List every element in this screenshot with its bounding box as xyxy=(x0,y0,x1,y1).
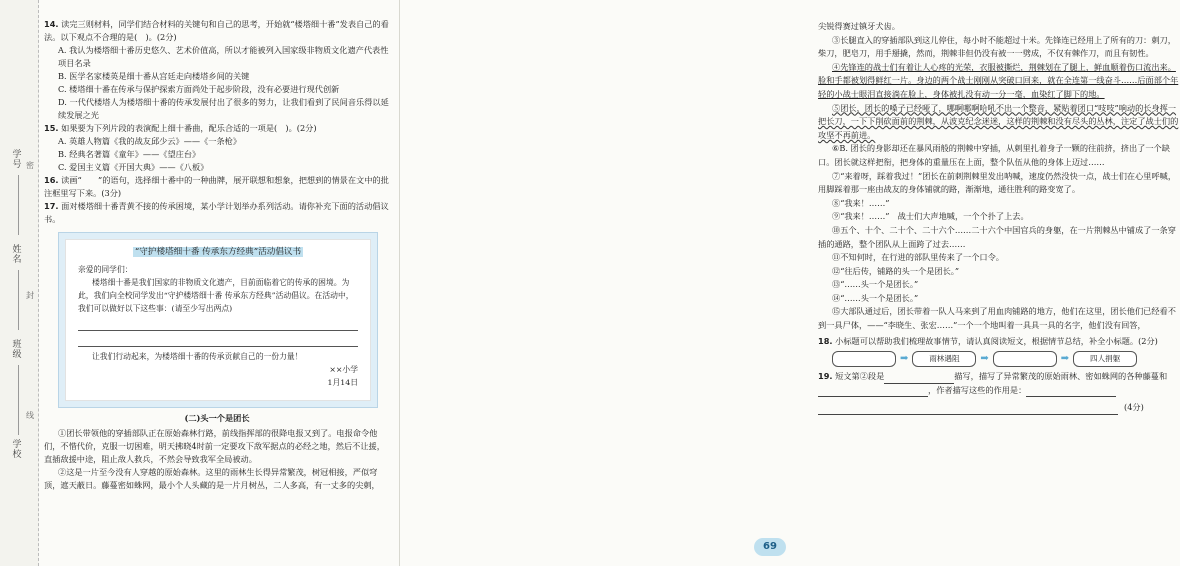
passage-paragraph: ⑨“我来！……” 战士们大声地喊，一个个扑了上去。 xyxy=(832,211,1029,222)
arrow-right-icon: ➡ xyxy=(900,353,909,365)
binding-margin xyxy=(0,0,39,566)
answer-line[interactable] xyxy=(78,334,358,347)
answer-blank[interactable] xyxy=(1026,387,1116,397)
proposal-closing: 让我们行动起来，为楼塔细十番的传承贡献自己的一份力量！ xyxy=(92,352,303,361)
passage-paragraph-wavy: ⑤团长，团长的嗓子已经哑了，哪啊哪啊哈吼不出一个整音，紧贴着团口“吱吱”响动的长身挥一把长刀，一下下削砍面前的荆棘，从波克纪念迷迷，这样的荆棘和没有尽头的丛林，注定了战士们的攻坚不再前进。 xyxy=(818,102,1179,140)
left-page xyxy=(0,0,400,566)
proposal-greeting: 亲爱的同学们： xyxy=(78,265,133,274)
q15-option-c[interactable]: C. 爱国主义篇《开国大典》——《八板》 xyxy=(58,162,209,172)
question-19: 19. 短文第②段是 描写，描写了异常繁茂的原始雨林、密如蛛网的各种藤蔓和 ，作者描写这些的作用是： xyxy=(818,370,1180,397)
q14-option-a[interactable]: A. 我认为楼塔细十番历史悠久、艺术价值高，所以才能被列入国家级非物质文化遗产代表性项目名录 xyxy=(58,45,389,68)
q14-option-c[interactable]: C. 楼塔细十番在传承与保护探索方面尚处于起步阶段，没有必要进行现代创新 xyxy=(58,84,340,94)
cut-mark: 封 xyxy=(26,291,34,300)
q19-score: (4分) xyxy=(1124,402,1144,413)
q15-option-b[interactable]: B. 经典名著篇《童年》——《望庄台》 xyxy=(58,149,201,159)
passage-paragraph: ⑥B. 团长的身影却还在暴风雨般的荆棘中穿插，从刺里扎着身子一颗的往前挤，挤出了一个缺口。团长就这样把衔，把身体的重量压在上面，整个队伍从他的身体上迈过…… xyxy=(818,143,1170,167)
question-18: 18. 小标题可以帮助我们梳理故事情节，请认真阅读短文，根据情节总结，补全小标题。(2分) xyxy=(818,335,1158,346)
cut-mark: 密 xyxy=(26,161,34,170)
answer-blank[interactable] xyxy=(884,374,954,384)
answer-blank[interactable] xyxy=(818,387,928,397)
answer-line[interactable] xyxy=(78,318,358,331)
q14-option-d[interactable]: D. 一代代楼塔人为楼塔细十番的传承发展付出了很多的努力，让我们看到了民间音乐得以延续发展之光 xyxy=(58,97,389,120)
passage-paragraph: ③长腿直入的穿插部队到这儿停住，每小时不能超过十米。先锋连已经用上了所有的刀：刺刀，柴刀，肥皂刀，用手掰撬，然而，荆棘非但仍没有被一一劈成，不仅有棘作刀，而且有韧性。 xyxy=(818,34,1176,59)
proposal-date: 1月14日 xyxy=(327,378,358,387)
left-content xyxy=(44,18,390,492)
proposal-signature: ××小学 xyxy=(329,365,358,374)
question-15: 15. 如果要为下列片段的表演配上细十番曲，配乐合适的一项是( )。(2分) xyxy=(44,123,317,133)
passage-paragraph: ②这是一片至今没有人穿越的原始森林。这里的雨林生长得异常繁茂，树冠相接，严似穹顶，遮天蔽日。藤蔓密如蛛网，最小个人头藏的是一片月树丛，二人多高，有一丈多的尖刺， xyxy=(44,467,380,490)
passage-paragraph: ⑪不知何时，在行进的部队里传来了一个口令。 xyxy=(832,252,1004,263)
q19-answer-row xyxy=(818,401,1180,415)
passage-paragraph: 尖锐得赛过镇牙犬齿。 xyxy=(818,21,900,31)
cut-mark: 线 xyxy=(26,411,34,420)
arrow-right-icon: ➡ xyxy=(1060,353,1070,365)
margin-line xyxy=(18,270,19,330)
passage-paragraph: ⑬“……头一个是团长。” xyxy=(832,279,919,290)
q14-option-b[interactable]: B. 医学名家楼英是细十番从宫廷走向楼塔乡间的关键 xyxy=(58,71,250,81)
margin-label-school: 学校 xyxy=(12,440,22,460)
plot-flow xyxy=(832,351,1180,367)
margin-line xyxy=(18,365,19,435)
flow-box: 四人捐躯 xyxy=(1073,351,1137,367)
proposal-card-inner xyxy=(65,239,371,401)
passage-paragraph: ①团长带领他的穿插部队正在原始森林行路，前线指挥部的很降电报又到了。电报命令他们，不惜代价，克服一切困难，明天拂晓4时前一定要攻下敌军据点的必经之地，然后不让援，直插敌援中途，阻止敌人救兵，不然会导致我军全局被动。 xyxy=(44,428,385,464)
margin-label-name: 姓名 xyxy=(12,245,22,265)
proposal-title: “守护楼塔细十番 传承东方经典”活动倡议书 xyxy=(134,247,302,257)
right-content xyxy=(818,20,1180,415)
section-title: (二)头一个是团长 xyxy=(184,413,250,423)
passage-paragraph: ⑮大部队通过后，团长带着一队人马来到了用血肉铺路的地方，他们在这里，团长他们已经看不到一具尸体，——“李晓生、张宏……”一个一个地叫着一具具一具的名字，他们没有回答， xyxy=(818,306,1176,331)
passage-paragraph-underlined: ④先锋连的战士们有着让人心疼的光荣，衣服被撕烂，荆棘划在了腿上，鲜血顺着伤口流出来。脸和手都被划得鲜红一片。身边的两个战士刚刚从突破口回来，就在全连第一线奋斗……后面部个年轻的小战士眼泪直接淌在脸上，身体被扎没有动一分一毫，血染红了脚下的地。 xyxy=(818,61,1179,99)
question-16: 16. 读画“ ”的语句，选择细十番中的一种曲牌，展开联想和想象，把想到的情景在文中的批注框里写下来。(3分) xyxy=(44,175,389,198)
passage-paragraph: ⑩五个、十个、二十个、二十六个……二十六个中国官兵的身躯，在一片荆棘丛中铺成了一条穿插的通路，整个团队从上面跨了过去…… xyxy=(818,224,1176,249)
passage-paragraph: ⑫“往后传，铺路的头一个是团长。” xyxy=(832,265,960,276)
flow-box: 雨林遇阻 xyxy=(912,351,976,367)
arrow-right-icon: ➡ xyxy=(980,353,989,365)
passage-paragraph: ⑭“……头一个是团长。” xyxy=(832,292,919,303)
passage-paragraph: ⑦“来着呀，踩着我过！”团长在前刺荆棘里发出呐喊，速度仍然没快一点，战士们在心里呼喊，用脚踩着那一座由战友的身体铺就的路，渐渐地，通往胜利的路变宽了。 xyxy=(818,170,1177,195)
right-page xyxy=(400,0,1179,566)
page-number: 69 xyxy=(754,538,786,556)
margin-label-class: 班级 xyxy=(12,340,22,360)
passage-paragraph: ⑧“我来！……” xyxy=(832,197,890,208)
flow-box-blank[interactable] xyxy=(993,351,1057,367)
question-14: 14. 读完三则材料，同学们结合材料的关键句和自己的思考，开始就“楼塔细十番”发表自己的看法。以下观点不合理的是( )。(2分) xyxy=(44,19,389,42)
margin-line xyxy=(18,175,19,235)
proposal-card xyxy=(58,232,378,408)
answer-blank[interactable] xyxy=(818,405,1118,415)
q15-option-a[interactable]: A. 英雄人物篇《我的战友邱少云》——《一条枪》 xyxy=(58,136,242,146)
margin-label-id: 学号 xyxy=(12,150,22,170)
question-17: 17. 面对楼塔细十番青黄不接的传承困境，某小学计划举办系列活动。请你补充下面的活动倡议书。 xyxy=(44,201,389,224)
proposal-body: 楼塔细十番是我们国家的非物质文化遗产，目前面临着它的传承的困境。为此，我们向全校同学发出“守护楼塔细十番 传承东方经典”活动倡议。在活动中，我们可以做好以下这些事：(请至少写出两点) xyxy=(78,278,354,313)
flow-box-blank[interactable] xyxy=(832,351,896,367)
